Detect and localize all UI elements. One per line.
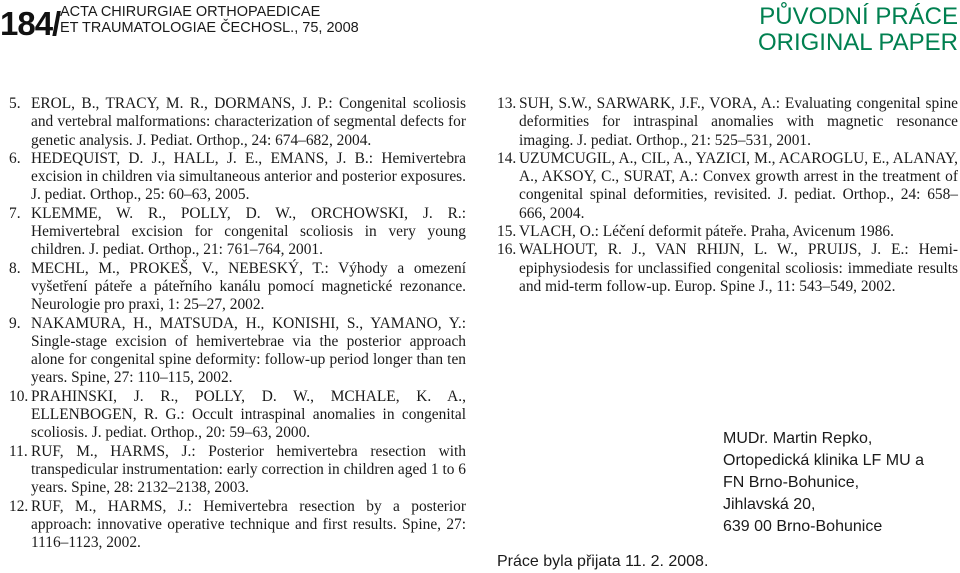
references-right-column xyxy=(497,95,958,296)
reference-number: 6. xyxy=(9,149,21,167)
journal-name-line1: ACTA CHIRURGIAE ORTHOPAEDICAE xyxy=(60,4,321,20)
reference-number: 5. xyxy=(9,95,21,112)
journal-name-line2: ET TRAUMATOLOGIAE ČECHOSL., 75, 2008 xyxy=(60,20,359,36)
reference-item xyxy=(9,95,466,150)
section-label xyxy=(758,4,958,56)
received-date: Práce byla přijata 11. 2. 2008. xyxy=(497,553,709,570)
reference-number: 16. xyxy=(497,241,517,259)
reference-item xyxy=(497,95,958,150)
address-line: MUDr. Martin Repko, xyxy=(723,430,873,447)
section-label-cz: PŮVODNÍ PRÁCE xyxy=(759,3,958,30)
reference-text: PRAHINSKI, J. R., POLLY, D. W., MCHALE, K. A., ELLENBOGEN, R. G.: Occult intraspinal anomalies in congenital scoliosis. J. pediat. Orthop., 20: 59–63, 2000. xyxy=(31,387,466,442)
reference-item xyxy=(9,150,466,205)
reference-item xyxy=(9,388,466,443)
reference-text: KLEMME, W. R., POLLY, D. W., ORCHOWSKI, J. R.: Hemivertebral excision for congenital scoliosis in very young children. J. pediat. Orthop., 21: 761–764, 2001. xyxy=(31,204,466,259)
reference-item xyxy=(497,223,958,241)
reference-number: 14. xyxy=(497,149,517,167)
reference-text: HEDEQUIST, D. J., HALL, J. E., EMANS, J. B.: Hemivertebra excision in children via simultaneous anterior and posterior exposures. J. pediat. Orthop., 25: 60–63, 2005. xyxy=(31,149,466,204)
section-label-en: ORIGINAL PAPER xyxy=(757,29,958,56)
address-line: Jihlavská 20, xyxy=(723,496,816,513)
reference-item xyxy=(497,150,958,223)
reference-item xyxy=(9,498,466,553)
address-line: FN Brno-Bohunice, xyxy=(723,474,860,491)
page-number: 184/ xyxy=(0,5,61,42)
reference-text: SUH, S.W., SARWARK, J.F., VORA, A.: Evaluating congenital spine deformities for intraspinal anomalies with magnetic resonance imaging. J. pediat. Orthop., 21: 525–531, 2001. xyxy=(519,95,958,149)
reference-item xyxy=(497,241,958,296)
reference-item xyxy=(9,260,466,315)
reference-item xyxy=(9,315,466,388)
author-address xyxy=(723,428,924,538)
address-line: 639 00 Brno-Bohunice xyxy=(723,518,883,535)
reference-text: NAKAMURA, H., MATSUDA, H., KONISHI, S., YAMANO, Y.: Single-stage excision of hemivertebrae via the posterior approach alone for congenital spine deformity: follow-up period longer than ten years. Spine, 27: 110–115, 2002. xyxy=(31,314,466,387)
reference-item xyxy=(9,443,466,498)
reference-item xyxy=(9,205,466,260)
reference-number: 11. xyxy=(9,442,28,460)
reference-text: EROL, B., TRACY, M. R., DORMANS, J. P.: Congenital scoliosis and vertebral malformations: characterization of segmental defects for genetic analysis. J. Pediat. Orthop., 24: 674–682, 2004. xyxy=(31,95,466,149)
reference-number: 8. xyxy=(9,259,21,277)
reference-text: RUF, M., HARMS, J.: Hemivertebra resection by a posterior approach: innovative operative technique and first results. Spine, 27: 1116–1123, 2002. xyxy=(31,497,466,552)
reference-number: 9. xyxy=(9,314,21,332)
reference-text: MECHL, M., PROKEŠ, V., NEBESKÝ, T.: Výhody a omezení vyšetření páteře a páteřního kanálu pomocí magnetické rezonance. Neurologie pro praxi, 1: 25–27, 2002. xyxy=(31,259,466,314)
reference-number: 13. xyxy=(497,95,517,112)
reference-text: VLACH, O.: Léčení deformit páteře. Praha, Avicenum 1986. xyxy=(519,223,894,241)
reference-number: 15. xyxy=(497,223,517,241)
reference-number: 12. xyxy=(9,497,29,515)
reference-number: 10. xyxy=(9,387,29,405)
journal-name xyxy=(60,4,359,36)
references-left-column xyxy=(9,95,466,552)
reference-text: WALHOUT, R. J., VAN RHIJN, L. W., PRUIJS, J. E.: Hemi-epiphysiodesis for unclassified congenital scoliosis: immediate results and mid-term follow-up. Europ. Spine J., 11: 543–549, 2002. xyxy=(519,241,958,295)
reference-text: UZUMCUGIL, A., CIL, A., YAZICI, M., ACAROGLU, E., ALANAY, A., AKSOY, C., SURAT, A.: Convex growth arrest in the treatment of congenital spinal deformities, revisited. J. pediat. Orthop., 24: 658–666, 2004. xyxy=(519,149,958,222)
reference-number: 7. xyxy=(9,204,21,222)
reference-text: RUF, M., HARMS, J.: Posterior hemivertebra resection with transpedicular instrumentation: early correction in children aged 1 to 6 years. Spine, 28: 2132–2138, 2003. xyxy=(31,442,466,497)
address-line: Ortopedická klinika LF MU a xyxy=(723,452,924,469)
